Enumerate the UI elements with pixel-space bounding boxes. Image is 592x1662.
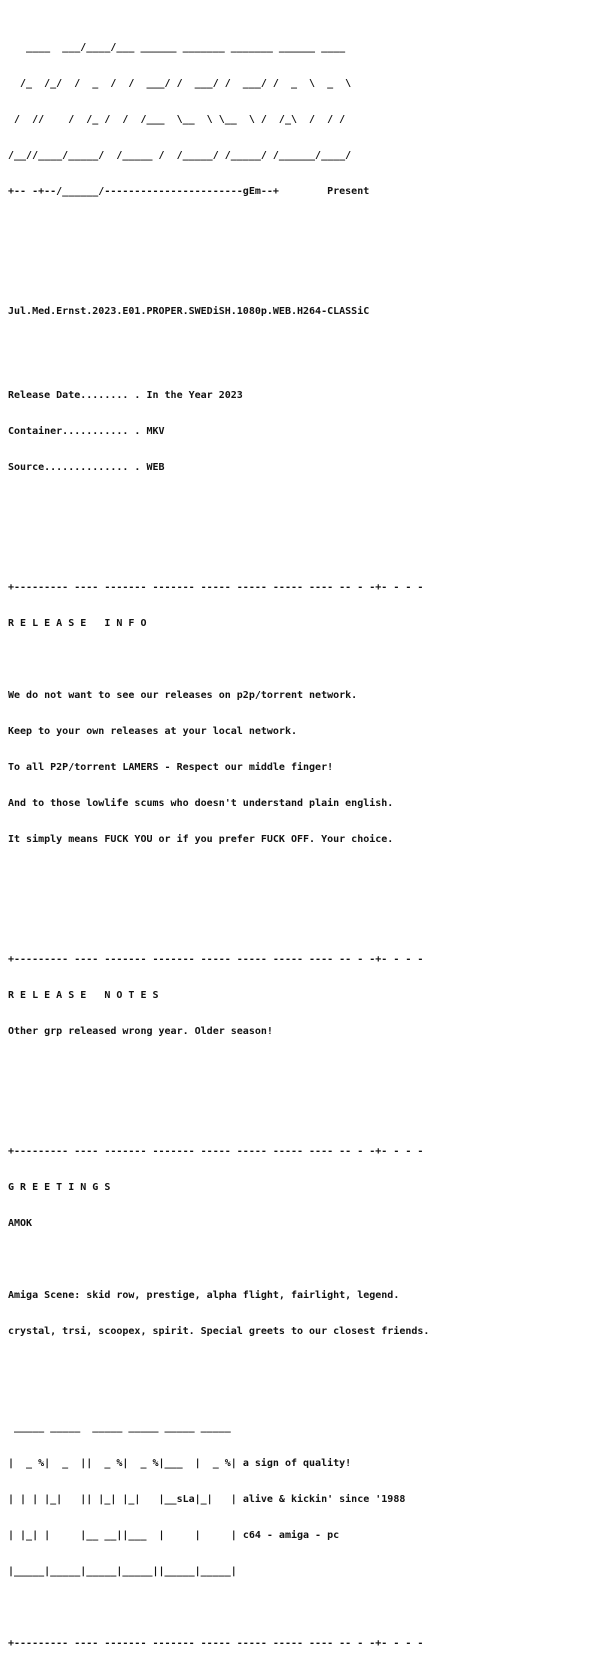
logo-art-line: /__//____/_____/ /_____ / /_____/ /_____/ /______/____/ <box>8 150 400 161</box>
section-divider: +--------- ---- ------- ------- ----- ----- ----- ---- -- - -+- - - - <box>8 582 424 593</box>
detail-source: Source.............. . WEB <box>8 462 165 473</box>
nfo-document <box>8 6 429 1662</box>
release-info-line: To all P2P/torrent LAMERS - Respect our middle finger! <box>8 762 334 773</box>
footer-logo-line: _____ _____ _____ _____ _____ _____ <box>8 1422 237 1433</box>
release-info-heading: R E L E A S E I N F O <box>8 618 147 629</box>
logo-art-line: /_ /_/ / _ / / ___/ / ___/ / ___/ / _ \ _ \ <box>8 78 388 89</box>
tagline-quality: a sign of quality! <box>242 1458 352 1469</box>
tagline-platforms: c64 - amiga - pc <box>242 1530 340 1541</box>
release-info-line: It simply means FUCK YOU or if you prefer FUCK OFF. Your choice. <box>8 834 394 845</box>
release-info-line: We do not want to see our releases on p2p/torrent network. <box>8 690 358 701</box>
logo-art-line: ____ ___/____/___ ______ _______ _______ ______ ____ <box>8 42 388 53</box>
footer-logo-line: |_____|_____|_____|_____||_____|_____| <box>8 1566 237 1577</box>
release-notes-heading: R E L E A S E N O T E S <box>8 990 159 1001</box>
release-name: Jul.Med.Ernst.2023.E01.PROPER.SWEDiSH.1080p.WEB.H264-CLASSiC <box>8 306 370 317</box>
footer-logo-line: | | | |_| || |_| |_| |__sLa|_| | <box>8 1494 237 1505</box>
tagline-since: alive & kickin' since '1988 <box>242 1494 406 1505</box>
release-info-line: Keep to your own releases at your local network. <box>8 726 297 737</box>
release-info-line: And to those lowlife scums who doesn't understand plain english. <box>8 798 394 809</box>
section-divider: +--------- ---- ------- ------- ----- ----- ----- ---- -- - -+- - - - <box>8 1146 424 1157</box>
section-divider: +--------- ---- ------- ------- ----- ----- ----- ---- -- - -+- - - - <box>8 954 424 965</box>
greetings-line: AMOK <box>8 1218 33 1229</box>
logo-art-baseline: +-- -+--/______/-----------------------gEm--+ Present <box>8 186 370 197</box>
section-divider: +--------- ---- ------- ------- ----- ----- ----- ---- -- - -+- - - - <box>8 1638 424 1649</box>
detail-container: Container........... . MKV <box>8 426 165 437</box>
greetings-heading: G R E E T I N G S <box>8 1182 111 1193</box>
footer-logo-line: | _ %| _ || _ %| _ %|___ | _ %| <box>8 1458 237 1469</box>
greetings-line: crystal, trsi, scoopex, spirit. Special greets to our closest friends. <box>8 1326 430 1337</box>
detail-release-date: Release Date........ . In the Year 2023 <box>8 390 243 401</box>
greetings-line <box>8 1254 429 1266</box>
logo-art-line: / // / /_ / / /___ \__ \ \__ \ / /_\ / / / <box>8 114 388 125</box>
footer-logo-line: | |_| | |__ __||___ | | | <box>8 1530 237 1541</box>
release-notes-line: Other grp released wrong year. Older season! <box>8 1026 273 1037</box>
greetings-line: Amiga Scene: skid row, prestige, alpha flight, fairlight, legend. <box>8 1290 400 1301</box>
